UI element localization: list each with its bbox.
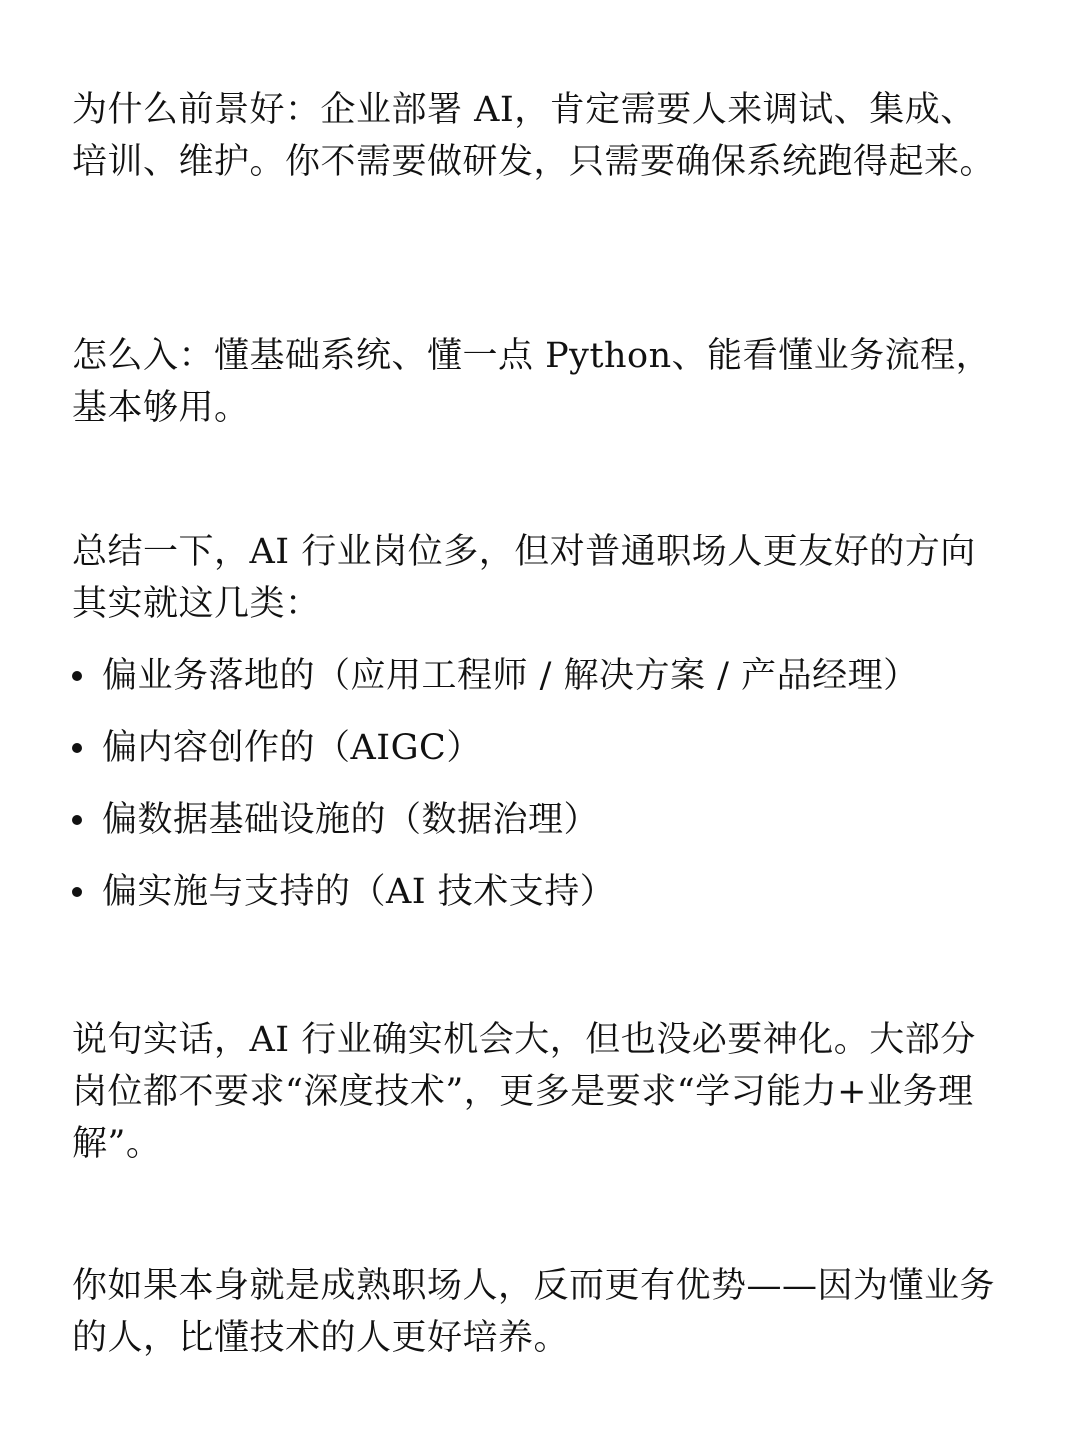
list-item — [72, 866, 1002, 938]
list-item-text: 偏数据基础设施的（数据治理） — [102, 800, 600, 840]
list-item-text: 偏内容创作的（AIGC） — [102, 728, 482, 768]
list-item — [72, 794, 1002, 866]
paragraph-honest-take: 说句实话，AI 行业确实机会大，但也没必要神化。大部分岗位都不要求“深度技术”，更多是要求“学习能力+业务理解”。 — [72, 1020, 976, 1164]
list-item-text: 偏实施与支持的（AI 技术支持） — [102, 872, 616, 912]
list-item — [72, 650, 1002, 722]
paragraph-advantage: 你如果本身就是成熟职场人，反而更有优势——因为懂业务的人，比懂技术的人更好培养。 — [72, 1266, 996, 1358]
paragraph-prospects: 为什么前景好：企业部署 AI，肯定需要人来调试、集成、培训、维护。你不需要做研发，只需要确保系统跑得起来。 — [72, 90, 996, 182]
bullet-dot-icon — [72, 887, 82, 897]
bullet-dot-icon — [72, 815, 82, 825]
bullet-dot-icon — [72, 743, 82, 753]
paragraph-summary-intro: 总结一下，AI 行业岗位多，但对普通职场人更友好的方向其实就这几类： — [72, 532, 976, 624]
direction-list — [72, 650, 1002, 938]
list-item — [72, 722, 1002, 794]
bullet-dot-icon — [72, 671, 82, 681]
list-item-text: 偏业务落地的（应用工程师 / 解决方案 / 产品经理） — [102, 656, 919, 696]
paragraph-how-to-enter: 怎么入：懂基础系统、懂一点 Python、能看懂业务流程，基本够用。 — [72, 336, 992, 428]
